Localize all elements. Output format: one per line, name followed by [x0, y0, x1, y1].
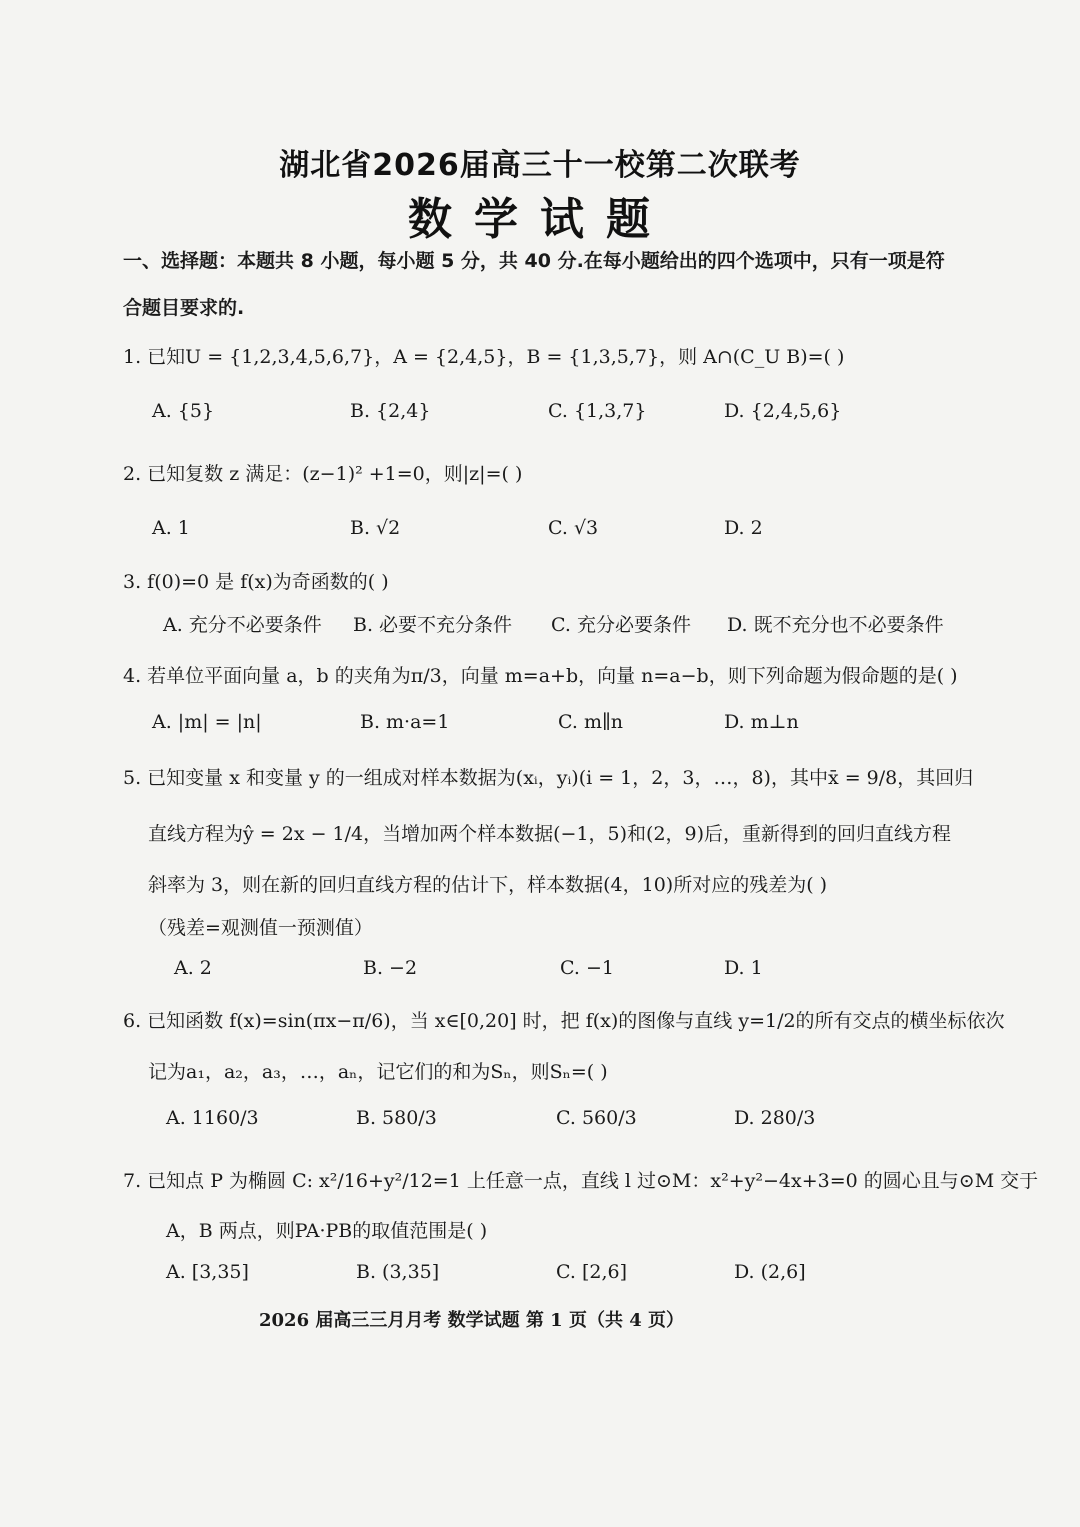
question-1-option-d: D. {2,4,5,6} [724, 400, 842, 422]
question-5-line2: 直线方程为ŷ = 2x − 1/4，当增加两个样本数据(−1，5)和(2，9)后，重新得到的回归直线方程 [148, 823, 952, 845]
question-7-option-d: D. (2,6] [734, 1261, 806, 1283]
question-5-option-a: A. 2 [174, 957, 212, 979]
question-7-option-b: B. (3,35] [356, 1261, 440, 1283]
question-2-option-a: A. 1 [152, 517, 190, 539]
question-4-option-b: B. m·a=1 [360, 711, 450, 733]
question-3-stem: 3. f(0)=0 是 f(x)为奇函数的( ) [123, 571, 389, 593]
question-3-option-b: B. 必要不充分条件 [353, 614, 513, 636]
question-5-line4: （残差=观测值一预测值） [148, 917, 373, 939]
question-2-option-b: B. √2 [350, 517, 401, 539]
question-5-option-b: B. −2 [363, 957, 418, 979]
question-4-option-c: C. m∥n [558, 711, 623, 733]
question-5-line1: 5. 已知变量 x 和变量 y 的一组成对样本数据为(xᵢ，yᵢ)(i = 1，2，3，…，8)，其中x̄ = 9/8，其回归 [123, 767, 974, 789]
question-4-option-a: A. |m| = |n| [152, 711, 262, 733]
question-3-option-a: A. 充分不必要条件 [163, 614, 322, 636]
question-6-option-a: A. 1160/3 [166, 1107, 259, 1129]
question-4-stem: 4. 若单位平面向量 a，b 的夹角为π/3，向量 m=a+b，向量 n=a−b，则下列命题为假命题的是( ) [123, 665, 958, 687]
question-5-line3: 斜率为 3，则在新的回归直线方程的估计下，样本数据(4，10)所对应的残差为( ) [148, 874, 828, 896]
section-instructions-line1: 一、选择题：本题共 8 小题，每小题 5 分，共 40 分.在每小题给出的四个选项中，只有一项是符 [123, 250, 945, 272]
question-6-line2: 记为a₁，a₂，a₃，…，aₙ，记它们的和为Sₙ，则Sₙ=( ) [148, 1061, 608, 1083]
question-6-option-d: D. 280/3 [734, 1107, 816, 1129]
question-1-stem: 1. 已知U = {1,2,3,4,5,6,7}，A = {2,4,5}，B = {1,3,5,7}，则 A∩(C_U B)=( ) [123, 346, 845, 368]
question-6-option-b: B. 580/3 [356, 1107, 437, 1129]
exam-title-line2: 数学试题 [408, 194, 672, 245]
exam-title-line1: 湖北省2026届高三十一校第二次联考 [279, 148, 801, 183]
page-footer: 2026 届高三三月月考 数学试题 第 1 页（共 4 页） [259, 1310, 685, 1331]
question-1-option-a: A. {5} [152, 400, 215, 422]
question-2-option-d: D. 2 [724, 517, 763, 539]
question-3-option-c: C. 充分必要条件 [551, 614, 691, 636]
question-7-line2: A，B 两点，则PA·PB的取值范围是( ) [166, 1220, 488, 1242]
question-7-option-c: C. [2,6] [556, 1261, 627, 1283]
question-2-stem: 2. 已知复数 z 满足：(z−1)² +1=0，则|z|=( ) [123, 463, 523, 485]
question-4-option-d: D. m⊥n [724, 711, 799, 733]
question-5-option-c: C. −1 [560, 957, 614, 979]
question-3-option-d: D. 既不充分也不必要条件 [727, 614, 944, 636]
question-1-option-c: C. {1,3,7} [548, 400, 647, 422]
section-instructions-line2: 合题目要求的. [123, 297, 245, 319]
question-7-option-a: A. [3,35] [166, 1261, 249, 1283]
question-1-option-b: B. {2,4} [350, 400, 431, 422]
question-2-option-c: C. √3 [548, 517, 599, 539]
question-6-option-c: C. 560/3 [556, 1107, 637, 1129]
question-6-line1: 6. 已知函数 f(x)=sin(πx−π/6)，当 x∈[0,20] 时，把 f(x)的图像与直线 y=1/2的所有交点的横坐标依次 [123, 1010, 1005, 1032]
question-5-option-d: D. 1 [724, 957, 763, 979]
question-7-line1: 7. 已知点 P 为椭圆 C: x²/16+y²/12=1 上任意一点，直线 l 过⊙M：x²+y²−4x+3=0 的圆心且与⊙M 交于 [123, 1170, 1039, 1192]
